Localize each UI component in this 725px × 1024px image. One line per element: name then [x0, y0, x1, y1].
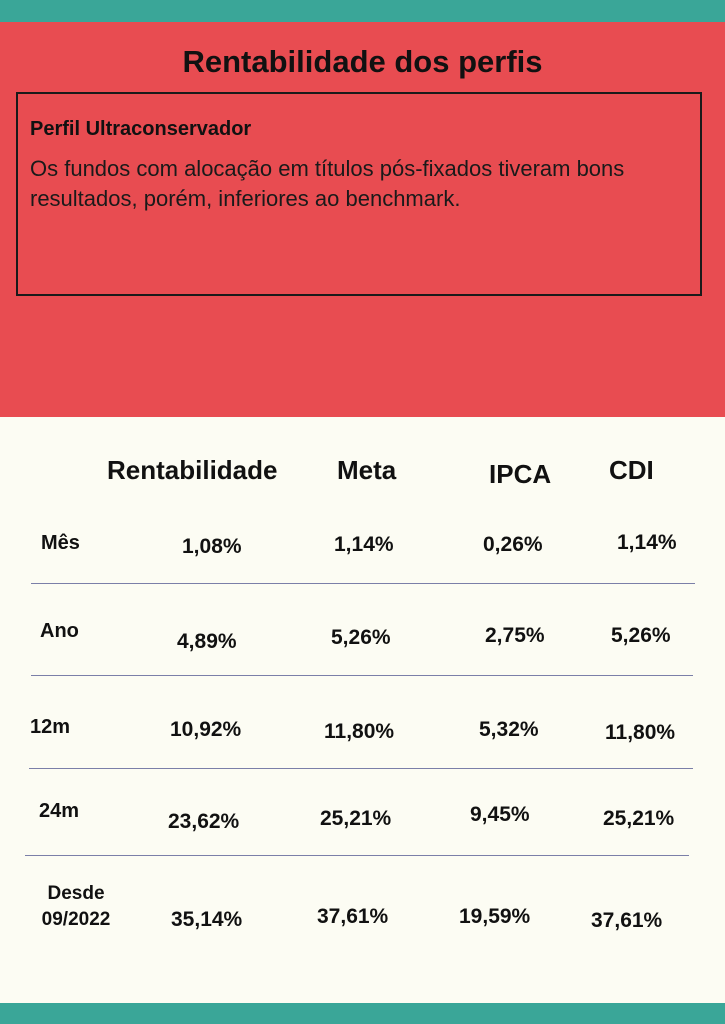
table-cell: 11,80%	[605, 721, 676, 744]
page-title: Rentabilidade dos perfis	[182, 44, 543, 79]
row-label-mes: Mês	[41, 532, 80, 554]
table-cell: 1,14%	[617, 531, 677, 554]
table-cell: 35,14%	[171, 908, 243, 931]
profile-description: Os fundos com alocação em títulos pós-fixados tiveram bons resultados, porém, inferiores ao benchmark.	[30, 156, 625, 211]
row-label-line: 09/2022	[41, 909, 111, 930]
row-label-12m: 12m	[30, 716, 71, 738]
row-divider	[25, 855, 689, 856]
table-cell: 10,92%	[170, 718, 242, 741]
top-accent-band	[0, 0, 725, 24]
header-ipca: IPCA	[489, 459, 552, 489]
table-cell: 5,26%	[331, 626, 391, 649]
table-cell: 37,61%	[591, 909, 663, 932]
table-cell: 2,75%	[485, 624, 545, 647]
table-cell: 11,80%	[324, 720, 395, 743]
bottom-accent-band	[0, 1003, 725, 1024]
table-cell: 0,26%	[483, 533, 543, 556]
row-divider	[31, 675, 693, 676]
row-label-line: Desde	[47, 883, 105, 904]
table-cell: 5,32%	[479, 718, 539, 741]
table-cell: 1,08%	[182, 535, 242, 558]
row-label-24m: 24m	[39, 800, 80, 822]
profile-name: Perfil Ultraconservador	[30, 118, 252, 140]
header-rentabilidade: Rentabilidade	[107, 455, 278, 485]
row-divider	[31, 583, 695, 584]
table-cell: 25,21%	[320, 807, 392, 830]
table-cell: 25,21%	[603, 807, 675, 830]
header-cdi: CDI	[609, 455, 654, 485]
profile-box	[16, 92, 702, 296]
table-cell: 5,26%	[611, 624, 671, 647]
table-cell: 4,89%	[177, 630, 237, 653]
row-divider	[29, 768, 693, 769]
row-label-desde	[26, 881, 126, 933]
table-cell: 23,62%	[168, 810, 240, 833]
table-cell: 1,14%	[334, 533, 394, 556]
row-label-ano: Ano	[40, 620, 79, 642]
table-cell: 37,61%	[317, 905, 389, 928]
header-meta: Meta	[337, 455, 397, 485]
table-cell: 19,59%	[459, 905, 531, 928]
table-cell: 9,45%	[470, 803, 530, 826]
